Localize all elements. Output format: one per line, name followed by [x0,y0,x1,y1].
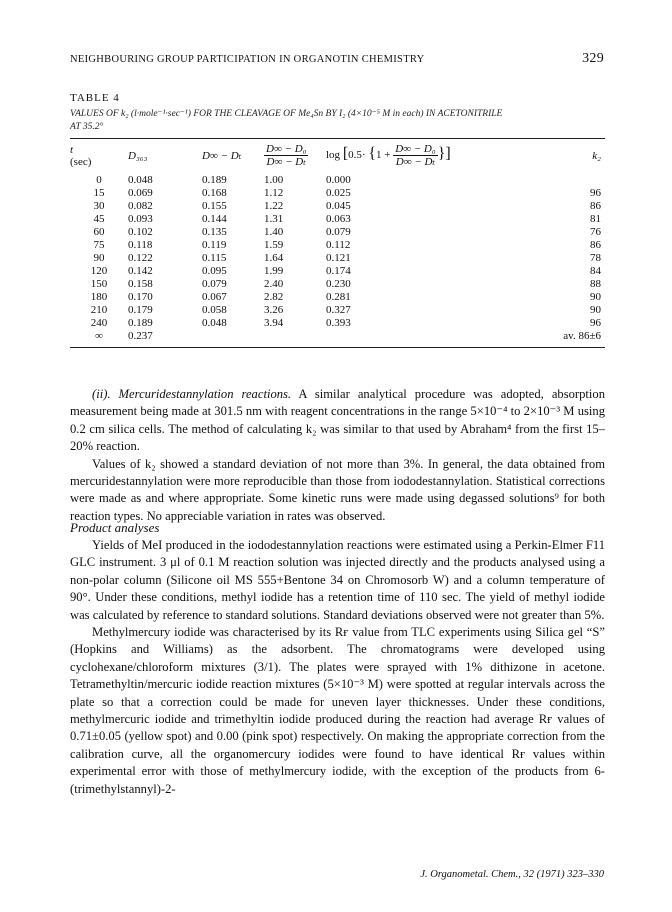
table-cell-diff: 0.048 [202,317,227,329]
table-cell-d: 0.189 [128,317,153,329]
product-analyses-heading: Product analyses [70,520,160,535]
table-cell-d: 0.170 [128,291,153,303]
table-row [70,200,605,213]
table-cell-log: 0.121 [326,252,351,264]
table-row [70,330,605,343]
section-ii-lead: (ii). Mercuridestannylation reactions. [92,387,292,401]
table-cell-diff: 0.168 [202,187,227,199]
table-cell-log: 0.025 [326,187,351,199]
page-number: 329 [582,51,604,66]
table-cell-k2: 86 [590,239,601,251]
data-table [70,139,605,348]
table-cell-ratio: 1.99 [264,265,284,277]
table-cell-d: 0.102 [128,226,153,238]
table-row [70,317,605,330]
ratio-denominator: D∞ − Dₜ [266,156,306,168]
table-cell-t: 90 [93,252,105,264]
col-header-t-unit: (sec) [70,155,92,168]
table-cell-t: 15 [93,187,105,199]
running-title: NEIGHBOURING GROUP PARTICIPATION IN ORGANOTIN CHEMISTRY [70,54,425,65]
table-cell-t: 150 [90,278,108,290]
col-header-k2: k₂ [592,149,601,162]
table-cell-ratio: 1.31 [264,213,284,225]
table-cell-log: 0.045 [326,200,351,212]
table-cell-t: ∞ [95,330,103,342]
table-cell-t: 45 [93,213,105,225]
log-prefix: log [326,149,341,162]
table-cell-diff: 0.135 [202,226,227,238]
log-frac-denominator: D∞ − Dₜ [395,156,436,168]
table-cell-log [326,330,516,343]
table-cell-k2: 96 [590,187,601,199]
table-row [70,278,605,291]
table-cell-ratio: 2.82 [264,291,284,303]
table-cell-t: 120 [90,265,108,277]
table-cell-diff: 0.067 [202,291,227,303]
table-cell-ratio: 2.40 [264,278,284,290]
table-body [70,174,605,348]
table-cell-d: 0.082 [128,200,153,212]
log-inner-a: 0.5· [348,149,366,162]
table-row [70,187,605,200]
table-row [70,252,605,265]
table-cell-diff: 0.095 [202,265,227,277]
ratio-numerator: D∞ − D₀ [266,143,307,155]
table-cell-log: 0.230 [326,278,351,290]
table-caption [70,108,610,134]
table-caption-line2: AT 35.2° [70,122,104,132]
table-cell-diff: 0.155 [202,200,227,212]
table-cell-k2: 86 [590,200,601,212]
table-cell-log: 0.393 [326,317,351,329]
table-cell-ratio: 3.26 [264,304,284,316]
table-cell-t: 240 [90,317,108,329]
table-cell-d: 0.122 [128,252,153,264]
table-cell-log: 0.327 [326,304,351,316]
table-cell-t: 75 [93,239,105,251]
table-row [70,226,605,239]
mercuridestannylation-paragraph-2: Values of k₂ showed a standard deviation of not more than 3%. In general, the data obtained from mercuridestannylation were more reproducible than those from iododestannylation. Statistical corrections were made as and where appropriate. Some kinetic runs were made using degassed solutions⁹ for both reaction types. No appreciable variation in rates was observed. [70,456,605,523]
table-cell-k2: 88 [590,278,601,290]
table-cell-ratio: 1.12 [264,187,284,199]
table-cell-t: 30 [93,200,105,212]
table-cell-t: 180 [90,291,108,303]
table-cell-diff: 0.079 [202,278,227,290]
table-bottom-rule-row [70,343,605,348]
table-cell-k2: 78 [590,252,601,264]
table-cell-ratio: 1.59 [264,239,284,251]
table-cell-ratio: 1.64 [264,252,284,264]
table-cell-d: 0.142 [128,265,153,277]
table-cell-ratio [264,330,326,343]
table-cell-diff: 0.189 [202,174,227,186]
section-product-analyses [70,537,605,798]
table-row [70,174,605,187]
table-cell-diff: 0.115 [202,252,227,264]
table-cell-log: 0.281 [326,291,351,303]
table-label: TABLE 4 [70,92,120,104]
table-cell-d: 0.158 [128,278,153,290]
product-analyses-paragraph-2: Methylmercury iodide was characterised by its Rғ value from TLC experiments using Silica gel “S” (Hopkins and Williams) as the adsorbent. The chromatograms were developed using cyclohexane/chloroform mixtures (3/1). The plates were sprayed with 1% dithizone in acetone. Tetramethyltin/mercuric iodide reaction mixtures (5×10⁻³ M) were spotted at regular intervals across the plate so that a correction could be made for uneven layer thicknesses. Under these conditions, methylmercuric iodide and trimethyltin iodide produced during the reaction had average Rғ values of 0.71±0.05 (yellow spot) and 0.00 (pink spot) respectively. On making the appropriate correction from the calibration curve, all the organomercury iodides were found to have identical Rғ values within experimental error with those of methylmercury iodide, with the exception of the products from 6-(trimethylstannyl)-2- [70,625,605,796]
table-cell-k2: 84 [590,265,601,277]
col-header-ratio [264,139,326,174]
table-cell-ratio: 1.00 [264,174,284,186]
col-header-d363: D₃₆₃ [128,149,148,162]
col-header-t-label: t [70,143,74,156]
table-cell-d: 0.179 [128,304,153,316]
col-header-t [70,139,128,174]
table-cell-d: 0.069 [128,187,153,199]
table-row [70,304,605,317]
table-row [70,239,605,252]
product-analyses-paragraph-1: Yields of MeI produced in the iododestannylation reactions were estimated using a Perkin-Elmer F11 GLC instrument. 3 μl of 0.1 M reaction solution was injected directly and the products analysed using a non-polar column (Silicone oil MS 555+Bentone 34 on Chromosorb W) and a column temperature of 90°. Under these conditions, methyl iodide has a retention time of 110 sec. The yield of methyl iodide was calculated by reference to standard solutions. Standard deviations observed were not greater than 5%. [70,538,605,622]
table-cell-t: 0 [96,174,102,186]
log-fraction [393,143,437,168]
table-row [70,291,605,304]
section-ii-p1-text: A similar analytical procedure was adopted, absorption measurement being made at 301.5 nm with reagent concentrations in the range 5×10⁻⁴ to 2×10⁻³ M using 0.2 cm silica cells. The method of calculating k₂ was similar to that used by Abraham⁴ from the first 15–20% reaction. [70,387,605,454]
table-cell-k2 [516,174,605,187]
table-cell-diff: 0.119 [202,239,227,251]
table-cell-diff: 0.058 [202,304,227,316]
table-cell-ratio: 1.22 [264,200,284,212]
col-header-dinf-dt: D∞ − Dₜ [202,150,242,162]
data-table-container [70,138,605,348]
table-cell-d: 0.237 [128,330,153,342]
table-caption-line1: VALUES OF k₂ (l·mole⁻¹·sec⁻¹) FOR THE CLEAVAGE OF Me₄Sn BY I₂ (4×10⁻⁵ M in each) IN ACETONITRILE [70,109,503,119]
table-cell-log: 0.063 [326,213,351,225]
table-cell-k2: 76 [590,226,601,238]
table-cell-ratio: 3.94 [264,317,284,329]
table-cell-d: 0.048 [128,174,153,186]
table-cell-log: 0.079 [326,226,351,238]
table-cell-t: 60 [93,226,105,238]
table-row [70,213,605,226]
table-header-row [70,139,605,174]
log-inner-b: 1 + [376,149,391,162]
table-cell-ratio: 1.40 [264,226,284,238]
table-cell-k2: av. 86±6 [563,330,601,342]
table-cell-log: 0.112 [326,239,351,251]
mercuridestannylation-paragraph-1 [70,386,605,456]
table-cell-k2: 81 [590,213,601,225]
table-cell-k2: 90 [590,291,601,303]
running-head [70,51,604,66]
table-cell-k2: 96 [590,317,601,329]
log-frac-numerator: D∞ − D₀ [395,143,436,155]
table-cell-k2: 90 [590,304,601,316]
col-header-log: log [0.5· {1 + $\frac{\text{D∞ − D₀}}{\text{D∞ − Dₜ}}$ }] [326,143,451,168]
footer-citation: J. Organometal. Chem., 32 (1971) 323–330 [420,869,604,880]
table-cell-diff: 0.144 [202,213,227,225]
table-cell-diff [202,330,264,343]
table-row [70,265,605,278]
table-cell-d: 0.093 [128,213,153,225]
table-bottom-rule [70,343,605,348]
ratio-fraction [264,143,308,168]
section-mercuridestannylation [70,386,605,525]
table-cell-log: 0.174 [326,265,351,277]
table-cell-d: 0.118 [128,239,153,251]
table-cell-log: 0.000 [326,174,351,186]
table-cell-t: 210 [90,304,108,316]
